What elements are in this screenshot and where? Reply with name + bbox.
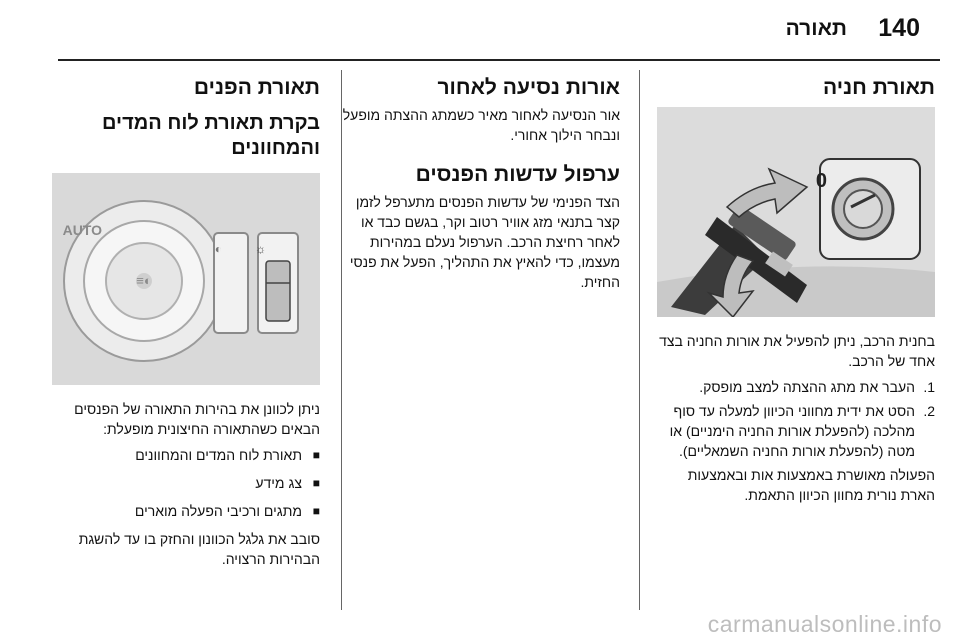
parking-lights-column	[657, 62, 935, 505]
reverse-lights-title: אורות נסיעה לאחור	[437, 76, 620, 99]
interior-lighting-list	[52, 445, 320, 521]
light-switch-panel-illustration	[52, 173, 320, 385]
bullet-icon: ■	[312, 476, 320, 491]
fog-light-icon: ◐≡	[136, 273, 152, 289]
headlight-icon: ◐	[214, 242, 222, 257]
header-rule	[58, 59, 940, 61]
list-item: ■ תאורת לוח המדים והמחוונים	[135, 447, 320, 464]
watermark: carmanualsonline.info	[707, 611, 942, 637]
svg-text:0: 0	[815, 170, 827, 193]
parking-note: הפעולה מאושרת באמצעות אות ובאמצעות הארת נורית מחוון הכיוון התאמת.	[687, 467, 935, 504]
lens-fogging-text: הצד הפנימי של עדשות הפנסים מתערפל לזמן קצר בתנאי מזג אוויר רטוב וקר, בגשם כבד או לאחר רחיצת הרכב. הערפול נעלם במהירות מעצמו, כדי להאיץ את התהליך, הפעל את פנסי החזית.	[349, 194, 620, 291]
light-switch-knob	[63, 201, 224, 361]
interior-lighting-footer: סובב את גלגל הכוונון והחזק בו עד להשגת הבהירות הרצויה.	[78, 531, 320, 568]
list-item: ■ מתגים ורכיבי הפעלה מוארים	[134, 503, 320, 520]
interior-lighting-title: תאורת הפנים	[193, 76, 320, 99]
column-divider	[639, 70, 640, 610]
svg-text:AUTO: AUTO	[62, 222, 102, 239]
light-panel-drawing	[52, 173, 320, 385]
instrument-illumination-subtitle: בקרת תאורת לוח המדים והמחוונים	[102, 112, 320, 160]
page-header	[0, 0, 960, 62]
interior-lighting-text: ניתן לכוונן את בהירות התאורה של הפנסים הבאים כשהתאורה החיצונית מופעלת:	[74, 401, 320, 438]
list-item: 2. הסט את ידית מחווני הכיוון למעלה עד סוף מהלכה (להפעלת אורות החניה הימניים) או מטה (להפעלת אורות החניה השמאליים).	[669, 403, 935, 460]
lens-fogging-title: ערפול עדשות הפנסים	[415, 163, 620, 187]
bullet-icon: ■	[312, 448, 320, 463]
parking-intro: בחנית הרכב, ניתן להפעיל את אורות החניה בצד אחד של הרכב.	[659, 333, 935, 370]
reverse-lights-column	[342, 62, 620, 292]
dimmer-icon: ☼	[255, 242, 266, 257]
switch-inset-icon	[816, 159, 920, 259]
reverse-lights-text: אור הנסיעה לאחור מאיר כשמתג ההצתה מופעל ונבחר הילוך אחורי.	[342, 107, 620, 144]
list-item: 1. העבר את מתג ההצתה למצב מופסק.	[699, 379, 935, 396]
section-title: תאורה	[785, 17, 847, 40]
parking-lights-title: תאורת חניה	[823, 76, 935, 99]
page-number: 140	[878, 14, 920, 42]
stalk-drawing	[657, 107, 935, 317]
turn-signal-stalk-illustration	[657, 107, 935, 317]
interior-lighting-column	[52, 62, 320, 569]
list-item: ■ צג מידע	[255, 475, 320, 492]
parking-steps	[657, 377, 935, 461]
bullet-icon: ■	[312, 504, 320, 519]
